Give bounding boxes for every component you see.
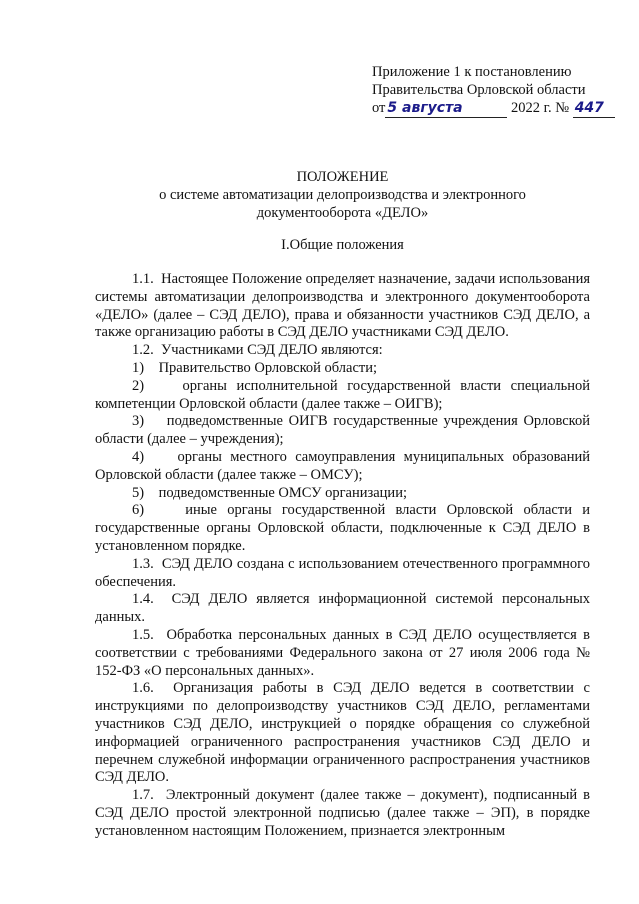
document-subtitle-line-1: о системе автоматизации делопроизводства и электронного <box>159 187 526 203</box>
list-item-4: 4) органы местного самоуправления муниципальных образований Орловской области (далее также – ОМСУ); <box>95 448 590 483</box>
paragraph-1-7: 1.7. Электронный документ (далее также – документ), подписанный в СЭД ДЕЛО простой электронной подписью (далее также – ЭП), в порядке установленном настоящим Положением, признается электронным <box>95 787 590 839</box>
document-subtitle-line-2: документооборота «ДЕЛО» <box>256 205 429 221</box>
list-item-5: 5) подведомственные ОМСУ организации; <box>132 484 407 501</box>
paragraph-1-5: 1.5. Обработка персональных данных в СЭД ДЕЛО осуществляется в соответствии с требованиями Федерального закона от 27 июля 2006 года № 152-ФЗ «О персональных данных». <box>95 626 590 679</box>
paragraph-1-1: 1.1. Настоящее Положение определяет назначение, задачи использования системы автоматизации делопроизводства и электронного документооборота «ДЕЛО» (далее – СЭД ДЕЛО), права и обязанности участников СЭД ДЕЛО, а также организацию работы в СЭД ДЕЛО участниками СЭД ДЕЛО. <box>95 271 590 341</box>
approval-block <box>372 63 612 118</box>
paragraph-1-4: 1.4. СЭД ДЕЛО является информационной системой персональных данных. <box>95 591 590 626</box>
document-title: ПОЛОЖЕНИЕ <box>296 169 389 185</box>
approval-prefix: от <box>372 100 386 116</box>
document-title-block <box>95 168 590 222</box>
approval-line-3 <box>372 99 612 118</box>
document-body <box>95 271 590 841</box>
handwritten-date: 5 августа <box>387 100 463 116</box>
list-item-1: 1) Правительство Орловской области; <box>132 359 378 376</box>
list-item-3: 3) подведомственные ОИГВ государственные учреждения Орловской области (далее – учреждения); <box>95 413 590 448</box>
list-item-2: 2) органы исполнительной государственной власти специальной компетенции Орловской области (далее также – ОИГВ); <box>95 377 590 412</box>
handwritten-date-field <box>385 99 507 118</box>
paragraph-1-6: 1.6. Организация работы в СЭД ДЕЛО ведется в соответствии с инструкциями по делопроизводству участников СЭД ДЕЛО, регламентами участников СЭД ДЕЛО, инструкцией о порядке обращения со служебной информацией ограниченного распространения участников СЭД ДЕЛО и перечнем служебной информации ограниченного распространения участников СЭД ДЕЛО. <box>95 680 590 786</box>
paragraph-1-2: 1.2. Участниками СЭД ДЕЛО являются: <box>132 342 383 359</box>
approval-line-2: Правительства Орловской области <box>372 82 586 98</box>
list-item-6: 6) иные органы государственной власти Орловской области и государственные органы Орловской области, подключенные к СЭД ДЕЛО в установленном порядке. <box>95 502 590 554</box>
approval-year: 2022 г. № <box>511 100 570 116</box>
handwritten-number: 447 <box>574 100 604 116</box>
handwritten-number-field <box>573 99 615 118</box>
approval-line-1: Приложение 1 к постановлению <box>372 64 572 80</box>
section-title: I.Общие положения <box>281 237 404 253</box>
paragraph-1-3: 1.3. СЭД ДЕЛО создана с использованием отечественного программного обеспечения. <box>95 555 590 590</box>
